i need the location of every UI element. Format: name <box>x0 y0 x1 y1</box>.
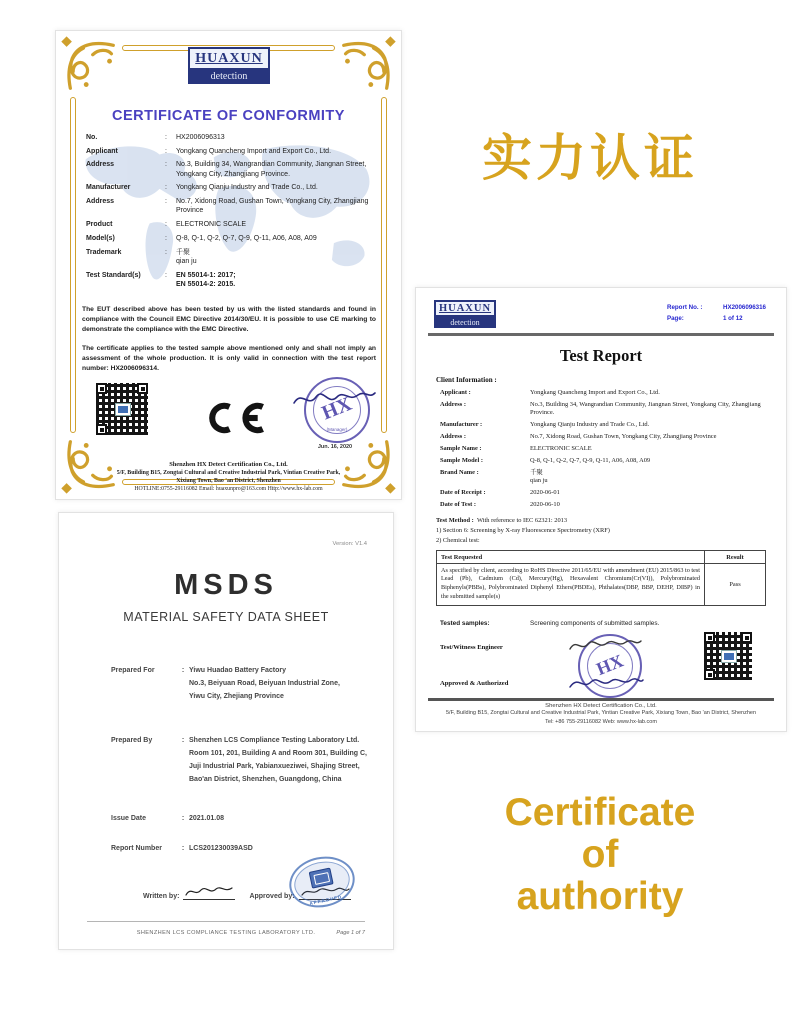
engineer-signature <box>566 636 644 654</box>
certificate-footer <box>70 461 387 492</box>
caption-line: authority <box>516 875 684 919</box>
report-no-value: HX2006096316 <box>722 304 766 311</box>
field-row: Address : No.3, Building 34, Wangrandian Community, Jiangnan Street, Yongkang City, Zhangjiang Province. <box>440 400 761 417</box>
page-label: Page: <box>666 315 684 322</box>
client-information-heading: Client Information : <box>436 376 497 384</box>
hx-stamp-icon: HX (Manager) <box>304 377 370 443</box>
issue-date-row: Issue Date : 2021.01.08 <box>111 815 225 822</box>
test-method-item-2: 2) Chemical test: <box>436 536 480 544</box>
footer-company: Shenzhen HX Detect Certification Co., Ltd. <box>545 703 657 709</box>
certificate-title: CERTIFICATE OF CONFORMITY <box>112 108 345 124</box>
page-value: 1 of 12 <box>722 315 743 322</box>
huaxun-logo-subtext: detection <box>188 70 270 84</box>
field-row: Test Standard(s) : EN 55014-1: 2017; EN 55014-2: 2015. <box>86 271 236 288</box>
field-row: Sample Model : Q-8, Q-1, Q-2, Q-7, Q-9, Q-11, A06, A08, A09 <box>440 456 651 464</box>
compliance-statement: The EUT described above has been tested by us with the listed standards and found in compliance with the Council EMC Directive 2014/30/EU. It is possible to use CE marking to demonstrate the compliance with the EMC Directive. <box>82 306 376 334</box>
msds-document <box>58 512 394 950</box>
engineer-label: Test/Witness Engineer <box>440 644 503 651</box>
field-row: Product : ELECTRONIC SCALE <box>86 221 247 229</box>
qr-code-icon <box>96 383 148 435</box>
msds-title: MSDS <box>174 569 278 601</box>
approved-by-label: Approved by: <box>249 893 295 900</box>
approved-label: Approved & Authorized <box>440 680 509 687</box>
column-result: Result <box>705 551 766 564</box>
footer-address-2: Xixiang Town, Bao 'an District, Shenzhen <box>176 478 281 484</box>
prepared-for-line: No.3, Beiyuan Road, Beiyuan Industrial Zone, <box>189 679 340 687</box>
test-method-item-1: 1) Section 6: Screening by X-ray Fluorescence Spectrometry (XRF) <box>436 526 610 534</box>
huaxun-logo-text: HUAXUN <box>434 300 496 317</box>
field-row: No. : HX2006096313 <box>86 134 225 141</box>
footer-address-1: 5/F, Building B15, Zongtai Cultural and Creative Industrial Park, Vintian Creative Park, <box>116 470 341 476</box>
field-row: Applicant : Yongkang Quancheng Import and Export Co., Ltd. <box>440 389 660 396</box>
footer-contact: Tel: +86 755-29116082 Web: www.hx-lab.com <box>545 718 657 725</box>
version-label: Version: V1.4 <box>332 541 367 547</box>
prepared-by-line: Shenzhen LCS Compliance Testing Laboratory Ltd. <box>189 737 360 744</box>
msds-subtitle: MATERIAL SAFETY DATA SHEET <box>123 610 329 624</box>
field-row: Applicant : Yongkang Quancheng Import and Export Co., Ltd. <box>86 147 332 155</box>
prepared-for-line: Yiwu Huadao Battery Factory <box>189 667 286 674</box>
prepared-by-row: Prepared By : Shenzhen LCS Compliance Testing Laboratory Ltd. Room 101, 201, Building A and Room 301, Building C, Juji Industrial Park, Yabianxueziwei, Shajing Street, Bao'an District, Shenzhen, Guangdong, China <box>111 735 373 787</box>
hx-stamp-icon: HX <box>578 634 642 698</box>
prepared-by-line: Juji Industrial Park, Yabianxueziwei, Shajing Street, <box>189 762 360 770</box>
huaxun-logo <box>434 300 496 328</box>
stamp-date: Jun. 16, 2020 <box>317 444 353 450</box>
field-row: Sample Name : ELECTRONIC SCALE <box>440 444 592 452</box>
field-row: Manufacturer : Yongkang Qianju Industry and Trade Co., Ltd. <box>86 184 318 192</box>
field-row: Model(s) : Q-8, Q-1, Q-2, Q-7, Q-9, Q-11, A06, A08, A09 <box>86 234 317 242</box>
headline-chinese: 实力认证 <box>482 130 698 186</box>
ce-mark-icon <box>204 397 266 439</box>
lcs-stamp-icon: APPROVED <box>285 851 360 914</box>
huaxun-logo-text: HUAXUN <box>188 47 270 70</box>
test-report-document <box>415 287 787 732</box>
certificate-fields <box>86 133 378 294</box>
huaxun-logo <box>188 47 270 84</box>
footer-contact: HOTLINE:0755-29116082 Email: huaxunpro@163.com Http://www.hx-lab.com <box>134 486 323 492</box>
footer-company: Shenzhen HX Detect Certification Co., Ltd. <box>169 461 288 468</box>
report-number-row: Report Number : LCS201230039ASD <box>111 845 253 852</box>
report-fields <box>440 389 764 513</box>
report-no-label: Report No. : <box>666 304 703 311</box>
manager-signature <box>290 387 378 409</box>
qr-code-icon <box>704 632 752 680</box>
header-divider <box>428 333 774 336</box>
report-title: Test Report <box>559 346 643 365</box>
field-row: Brand Name : 千聚 qian ju <box>440 468 548 485</box>
approved-signature <box>566 674 646 692</box>
column-test-requested: Test Requested <box>437 551 705 564</box>
test-method-value: With reference to IEC 62321: 2013 <box>476 517 568 524</box>
caption-line: Certificate <box>504 791 696 834</box>
msds-page-number: Page 1 of 7 <box>336 930 365 936</box>
prepared-by-line: Room 101, 201, Building A and Room 301, Building C, <box>189 749 368 757</box>
field-row: Address : No.7, Xidong Road, Gushan Town, Yongkang City, Zhangjiang Province <box>440 433 717 441</box>
test-requested-cell: As specified by client, according to RoHS Directive 2011/65/EU with amendment (EU) 2015/863 to test Lead (Pb), Cadmium (Cd), Mercury(Hg), Hexavalent Chromium(Cr(VI)), Polybrominated Biphenyls(PBBs), Polybrominated Diphenyl Ethers(PBDEs), Phthalates(DBP, BBP, DEHP, DIBP) in the submitted sample(s) <box>437 564 705 606</box>
huaxun-logo-subtext: detection <box>434 317 496 328</box>
footer-divider <box>87 921 365 922</box>
msds-footer-company: SHENZHEN LCS COMPLIANCE TESTING LABORATORY LTD. <box>136 930 316 936</box>
prepared-for-row: Prepared For : Yiwu Huadao Battery Factory No.3, Beiyuan Road, Beiyuan Industrial Zone, Yiwu City, Zhejiang Province <box>111 665 373 704</box>
footer-address: 5/F, Building B15, Zongtai Cultural and Creative Industrial Park, Yintian Creative Park, Xixiang Town, Bao 'an District, Shenzhen <box>445 710 757 716</box>
written-by-signature <box>183 885 235 900</box>
result-cell: Pass <box>705 564 766 606</box>
field-row: Date of Receipt : 2020-06-01 <box>440 489 560 497</box>
tested-samples-row: Tested samples: Screening components of submitted samples. <box>440 620 660 627</box>
field-row: Address : No.7, Xidong Road, Gushan Town, Yongkang City, Zhangjiang Province <box>86 198 369 215</box>
field-row: Trademark : 千聚 qian ju <box>86 248 197 265</box>
prepared-by-line: Bao'an District, Shenzhen, Guangdong, China <box>189 775 342 783</box>
corner-flourish-icon <box>61 36 117 92</box>
test-method-label: Test Method : <box>436 517 474 524</box>
footer-divider <box>428 698 774 701</box>
report-footer <box>434 703 768 725</box>
test-method-block <box>436 516 766 546</box>
caption-line: of <box>581 833 619 877</box>
field-row: Address : No.3, Building 34, Wangrandian Community, Jiangnan Street, Yongkang City, Zhangjiang Province. <box>86 161 367 178</box>
field-row: Manufacturer : Yongkang Qianju Industry and Trade Co., Ltd. <box>440 421 650 429</box>
validity-statement: The certificate applies to the tested sample above mentioned only and shall not imply an assessment of the whole production. It is only valid in connection with the test report number: HX2006096314. <box>82 345 376 373</box>
written-by-label: Written by: <box>143 893 180 900</box>
test-requested-table <box>436 550 766 606</box>
prepared-for-line: Yiwu City, Zhejiang Province <box>189 692 284 700</box>
certificate-of-conformity-document <box>55 30 402 500</box>
caption-certificate-of-authority <box>478 792 722 918</box>
report-header-info <box>667 304 766 326</box>
corner-flourish-icon <box>340 36 396 92</box>
field-row: Date of Test : 2020-06-10 <box>440 500 560 508</box>
